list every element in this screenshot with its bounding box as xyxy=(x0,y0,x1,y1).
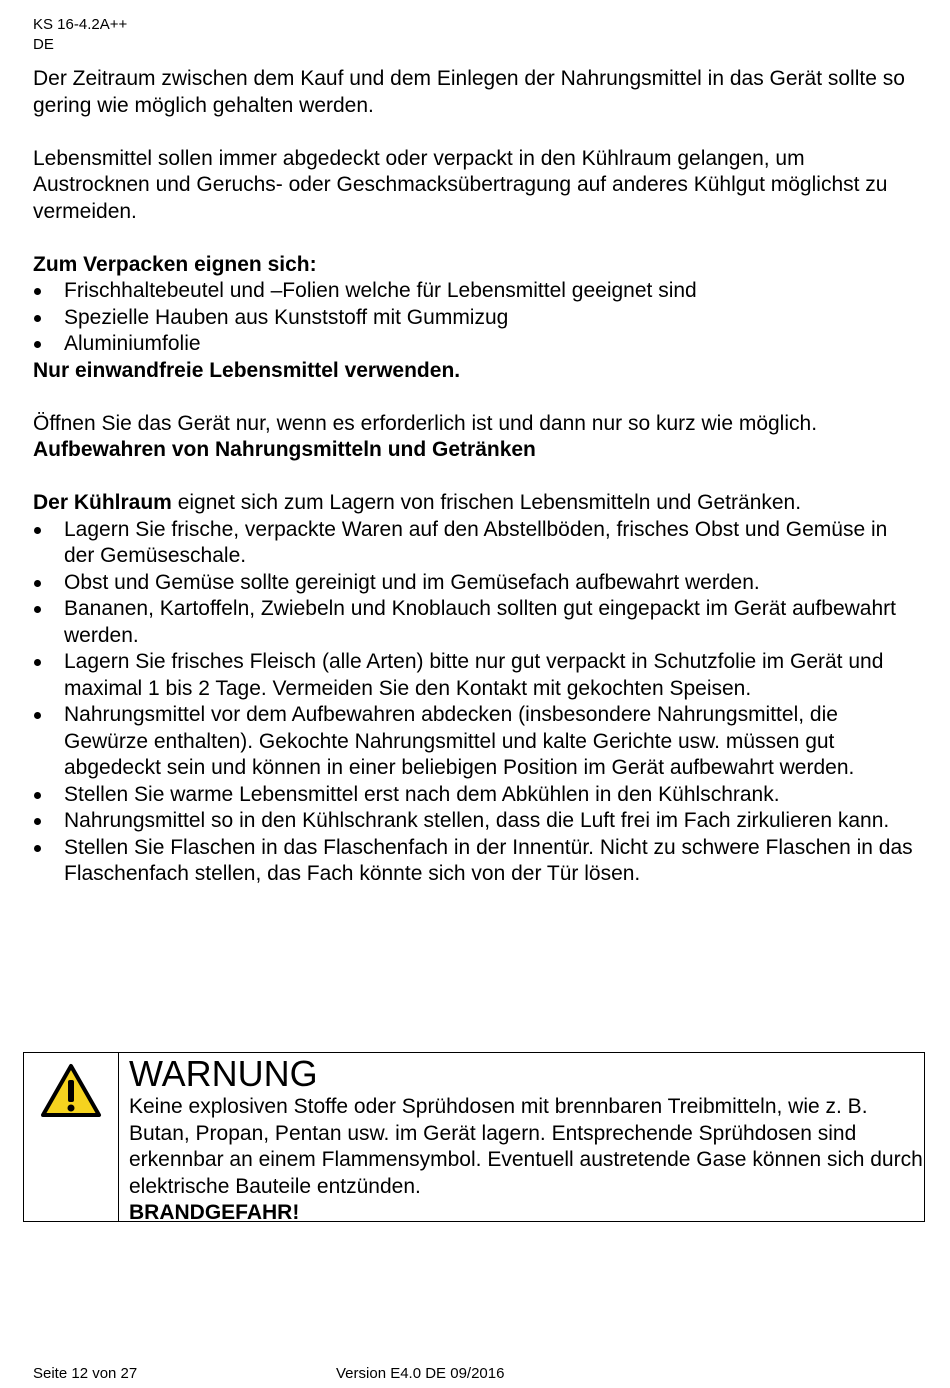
warning-box xyxy=(23,1052,925,1222)
list-item: Stellen Sie Flaschen in das Flaschenfach in der Innentür. Nicht zu schwere Flaschen in das Flaschenfach stellen, das Fach könnte sich von der Tür lösen. xyxy=(33,835,923,888)
warning-triangle-icon xyxy=(40,1063,102,1119)
warning-text-cell xyxy=(119,1053,924,1224)
document-body xyxy=(33,66,923,888)
list-item: Obst und Gemüse sollte gereinigt und im Gemüsefach aufbewahrt werden. xyxy=(33,570,923,597)
storage-intro xyxy=(33,490,923,517)
warning-title: WARNUNG xyxy=(129,1053,318,1094)
list-item: Bananen, Kartoffeln, Zwiebeln und Knoblauch sollten gut eingepackt im Gerät aufbewahrt werden. xyxy=(33,596,923,649)
version-info: Version E4.0 DE 09/2016 xyxy=(336,1365,505,1382)
storage-list xyxy=(33,517,923,888)
storage-intro-rest: eignet sich zum Lagern von frischen Lebensmitteln und Getränken. xyxy=(171,491,802,514)
list-item: Lagern Sie frisches Fleisch (alle Arten) bitte nur gut verpackt in Schutzfolie im Gerät und maximal 1 bis 2 Tage. Vermeiden Sie den Kontakt mit gekochten Speisen. xyxy=(33,649,923,702)
warning-body: Keine explosiven Stoffe oder Sprühdosen mit brennbaren Treibmitteln, wie z. B. Butan, Propan, Pentan usw. im Gerät lagern. Entsprechende Sprühdosen sind erkennbar an einem Flammensymbol. Eventuell austretende Gase können sich durch elektrische Bauteile entzünden. xyxy=(129,1095,923,1198)
list-item: Lagern Sie frische, verpackte Waren auf den Abstellböden, frisches Obst und Gemüse in der Gemüseschale. xyxy=(33,517,923,570)
model-number: KS 16-4.2A++ xyxy=(33,16,128,33)
packing-note: Nur einwandfreie Lebensmittel verwenden. xyxy=(33,358,461,382)
list-item: Spezielle Hauben aus Kunststoff mit Gummizug xyxy=(33,305,923,332)
language-code: DE xyxy=(33,36,54,53)
storage-heading: Aufbewahren von Nahrungsmitteln und Getränken xyxy=(33,438,536,461)
page-number: Seite 12 von 27 xyxy=(33,1365,138,1382)
document-header xyxy=(33,15,127,55)
list-item: Aluminiumfolie xyxy=(33,331,923,358)
packing-list xyxy=(33,278,923,358)
warning-icon-cell xyxy=(24,1053,119,1221)
storage-intro-bold: Der Kühlraum xyxy=(33,491,172,514)
intro-paragraph-2: Lebensmittel sollen immer abgedeckt oder verpackt in den Kühlraum gelangen, um Austrocknen und Geruchs- oder Geschmacksübertragung auf anderes Kühlgut möglichst zu vermeiden. xyxy=(33,146,888,223)
list-item: Frischhaltebeutel und –Folien welche für Lebensmittel geeignet sind xyxy=(33,278,923,305)
intro-paragraph-1: Der Zeitraum zwischen dem Kauf und dem Einlegen der Nahrungsmittel in das Gerät sollte so gering wie möglich gehalten werden. xyxy=(33,67,905,117)
packing-heading: Zum Verpacken eignen sich: xyxy=(33,252,317,276)
open-door-note: Öffnen Sie das Gerät nur, wenn es erforderlich ist und dann nur so kurz wie möglich. xyxy=(33,411,818,435)
list-item: Nahrungsmittel so in den Kühlschrank stellen, dass die Luft frei im Fach zirkulieren kann. xyxy=(33,808,923,835)
list-item: Stellen Sie warme Lebensmittel erst nach dem Abkühlen in den Kühlschrank. xyxy=(33,782,923,809)
warning-emphasis: BRANDGEFAHR! xyxy=(129,1201,300,1224)
list-item: Nahrungsmittel vor dem Aufbewahren abdecken (insbesondere Nahrungsmittel, die Gewürze enthalten). Gekochte Nahrungsmittel und kalte Gerichte usw. müssen gut abgedeckt sein und können in einer beliebigen Position im Gerät aufbewahrt werden. xyxy=(33,702,923,782)
